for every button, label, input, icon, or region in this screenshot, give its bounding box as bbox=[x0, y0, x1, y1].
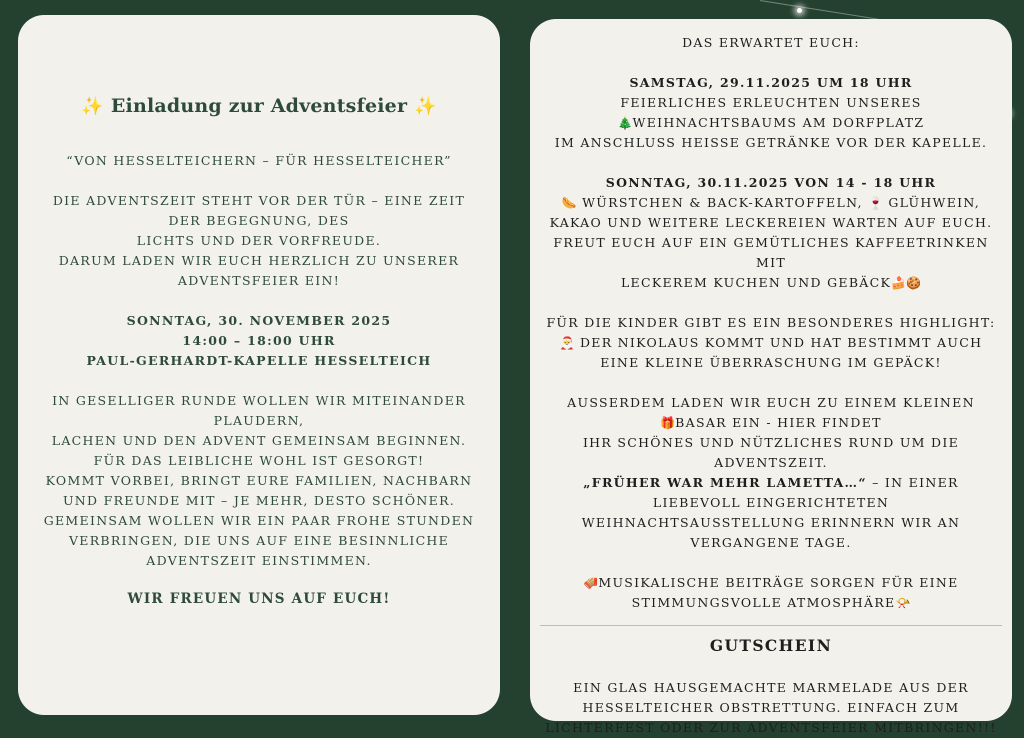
sunday-block bbox=[540, 173, 1002, 293]
horn-icon: 📯 bbox=[895, 596, 911, 610]
event-date: SONNTAG, 30. NOVEMBER 2025 bbox=[126, 313, 392, 328]
music-line bbox=[540, 593, 1002, 613]
body-line: IN GESELLIGER RUNDE WOLLEN WIR MITEINANDER PLAUDERN, bbox=[52, 393, 466, 428]
lametta-text: – IN EINER LIEBEVOLL EINGERICHTETEN WEIHNACHTSAUSSTELLUNG ERINNERN WIR AN VERGANGENE TAGE. bbox=[581, 475, 961, 550]
divider bbox=[540, 625, 1002, 626]
food-text: WÜRSTCHEN & BACK-KARTOFFELN, bbox=[582, 195, 863, 210]
body-text bbox=[40, 391, 478, 571]
kids-text: DER NIKOLAUS KOMMT UND HAT BESTIMMT AUCH EINE KLEINE ÜBERRASCHUNG IM GEPÄCK! bbox=[579, 335, 983, 370]
invitation-card bbox=[18, 15, 500, 715]
saturday-block bbox=[540, 73, 1002, 153]
lametta-line bbox=[540, 473, 1002, 553]
lametta-title: „FRÜHER WAR MEHR LAMETTA…“ bbox=[583, 475, 867, 490]
body-line: LACHEN UND DEN ADVENT GEMEINSAM BEGINNEN. bbox=[51, 433, 467, 448]
cake-icon: 🍰 bbox=[891, 276, 907, 290]
closing-line: WIR FREUEN UNS AUF EUCH! bbox=[127, 591, 391, 607]
wine-glass-icon: 🍷 bbox=[868, 196, 884, 210]
sunday-title: SONNTAG, 30.11.2025 VON 14 - 18 UHR bbox=[605, 175, 937, 190]
music-text: STIMMUNGSVOLLE ATMOSPHÄRE bbox=[631, 595, 896, 610]
voucher-text: EIN GLAS HAUSGEMACHTE MARMELADE AUS DER HESSELTEICHER OBSTRETTUNG. EINFACH ZUM LICHTERFEST ODER ZUR ADVENTSFEIER MITBRINGEN!!! bbox=[545, 680, 997, 735]
hotdog-icon: 🌭 bbox=[561, 196, 577, 210]
basar-line: IHR SCHÖNES UND NÜTZLICHES RUND UM DIE ADVENTSZEIT. bbox=[582, 435, 960, 470]
music-block bbox=[540, 573, 1002, 613]
food-text: GLÜHWEIN, bbox=[888, 195, 981, 210]
body-line: KOMMT VORBEI, BRINGT EURE FAMILIEN, NACHBARN UND FREUNDE MIT – JE MEHR, DESTO SCHÖNER. bbox=[45, 473, 473, 508]
gift-icon: 🎁 bbox=[660, 416, 676, 430]
sunday-line: FREUT EUCH AUF EIN GEMÜTLICHES KAFFEETRINKEN MIT bbox=[553, 235, 989, 270]
event-place: PAUL-GERHARDT-KAPELLE HESSELTEICH bbox=[86, 353, 432, 368]
kids-line bbox=[540, 333, 1002, 373]
event-details bbox=[40, 311, 478, 371]
cookie-icon: 🍪 bbox=[906, 276, 922, 290]
sunday-line bbox=[540, 273, 1002, 293]
sparkles-icon: ✨ bbox=[81, 96, 105, 117]
music-text: MUSIKALISCHE BEITRÄGE SORGEN FÜR EINE bbox=[598, 575, 959, 590]
motto: “VON HESSELTEICHERN – FÜR HESSELTEICHER” bbox=[66, 153, 452, 168]
program-heading: DAS ERWARTET EUCH: bbox=[682, 35, 860, 50]
light-string bbox=[760, 0, 879, 20]
saturday-line-text: WEIHNACHTSBAUMS AM DORFPLATZ bbox=[632, 115, 925, 130]
body-line: FÜR DAS LEIBLICHE WOHL IST GESORGT! bbox=[93, 453, 425, 468]
cafe-text: LECKEREM KUCHEN UND GEBÄCK bbox=[620, 275, 892, 290]
intro-text bbox=[40, 191, 478, 291]
sunday-line bbox=[540, 193, 1002, 213]
intro-line: DIE ADVENTSZEIT STEHT VOR DER TÜR – EINE ZEIT DER BEGEGNUNG, DES bbox=[52, 193, 466, 228]
kids-title: FÜR DIE KINDER GIBT ES EIN BESONDERES HIGHLIGHT: bbox=[546, 315, 996, 330]
intro-line: LICHTS UND DER VORFREUDE. bbox=[136, 233, 382, 248]
accordion-icon: 🪗 bbox=[583, 576, 599, 590]
basar-line bbox=[540, 413, 1002, 433]
saturday-line bbox=[540, 113, 1002, 133]
kids-block bbox=[540, 313, 1002, 373]
fairy-light-icon bbox=[797, 8, 802, 13]
sparkles-icon: ✨ bbox=[413, 96, 437, 117]
intro-line: DARUM LADEN WIR EUCH HERZLICH ZU UNSERER ADVENTSFEIER EIN! bbox=[58, 253, 460, 288]
invitation-title bbox=[40, 95, 478, 117]
saturday-line: FEIERLICHES ERLEUCHTEN UNSERES bbox=[620, 95, 922, 110]
body-line: GEMEINSAM WOLLEN WIR EIN PAAR FROHE STUNDEN VERBRINGEN, DIE UNS AUF EINE BESINNLICHE ADVENTSZEIT EINSTIMMEN. bbox=[43, 513, 475, 568]
basar-text: BASAR EIN - HIER FINDET bbox=[675, 415, 882, 430]
invitation-title-text: Einladung zur Adventsfeier bbox=[110, 95, 408, 117]
santa-icon: 🎅 bbox=[559, 336, 575, 350]
music-line bbox=[540, 573, 1002, 593]
saturday-title: SAMSTAG, 29.11.2025 UM 18 UHR bbox=[629, 75, 913, 90]
christmas-tree-icon: 🎄 bbox=[617, 116, 633, 130]
voucher-title: GUTSCHEIN bbox=[709, 636, 833, 655]
basar-block bbox=[540, 393, 1002, 553]
basar-line: AUSSERDEM LADEN WIR EUCH ZU EINEM KLEINEN bbox=[567, 395, 975, 410]
event-time: 14:00 – 18:00 UHR bbox=[182, 333, 336, 348]
program-card bbox=[530, 19, 1012, 735]
sunday-line: KAKAO UND WEITERE LECKEREIEN WARTEN AUF EUCH. bbox=[549, 215, 993, 230]
saturday-line: IM ANSCHLUSS HEISSE GETRÄNKE VOR DER KAPELLE. bbox=[554, 135, 988, 150]
